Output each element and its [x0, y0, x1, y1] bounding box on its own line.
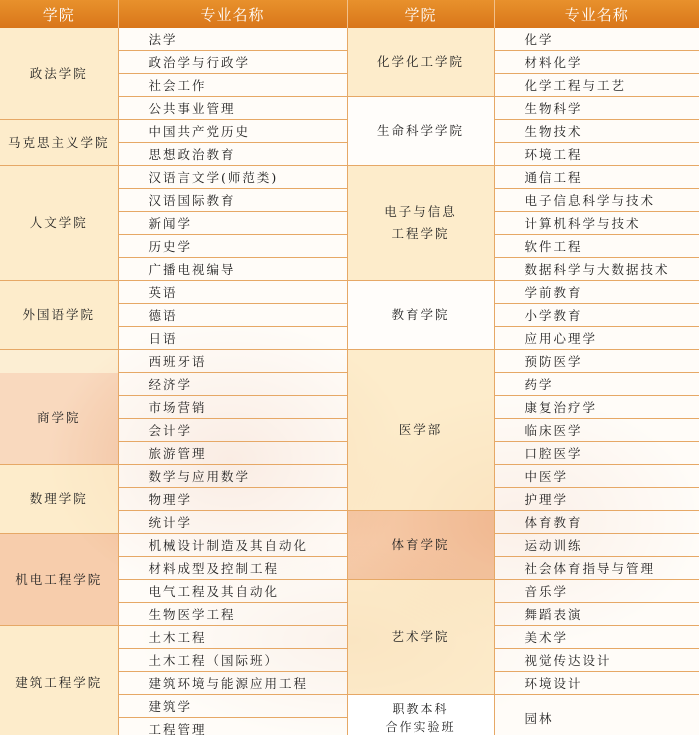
college-renwen: 人文学院 — [0, 166, 118, 281]
major-cell: 公共事业管理 — [118, 97, 347, 120]
major-cell: 通信工程 — [494, 166, 699, 189]
major-cell: 计算机科学与技术 — [494, 212, 699, 235]
major-cell: 口腔医学 — [494, 442, 699, 465]
college-zhengfa: 政法学院 — [0, 28, 118, 120]
major-cell: 土木工程（国际班） — [118, 649, 347, 672]
major-cell: 生物医学工程 — [118, 603, 347, 626]
major-cell: 思想政治教育 — [118, 143, 347, 166]
college-zhijiao-line2: 合作实验班 — [385, 719, 456, 734]
major-cell: 汉语国际教育 — [118, 189, 347, 212]
major-cell: 数据科学与大数据技术 — [494, 258, 699, 281]
major-cell: 土木工程 — [118, 626, 347, 649]
major-cell: 工程管理 — [118, 718, 347, 735]
major-cell: 中国共产党历史 — [118, 120, 347, 143]
major-cell: 临床医学 — [494, 419, 699, 442]
college-jidian: 机电工程学院 — [0, 534, 118, 626]
header-college-left: 学院 — [0, 0, 118, 28]
major-cell: 德语 — [118, 304, 347, 327]
major-cell: 汉语言文学(师范类) — [118, 166, 347, 189]
major-cell: 环境工程 — [494, 143, 699, 166]
table-row — [0, 350, 699, 373]
major-cell: 视觉传达设计 — [494, 649, 699, 672]
major-cell: 护理学 — [494, 488, 699, 511]
major-cell: 生物技术 — [494, 120, 699, 143]
table-row — [0, 281, 699, 304]
major-cell: 运动训练 — [494, 534, 699, 557]
college-dianzi-line2: 工程学院 — [391, 226, 450, 241]
major-cell: 社会工作 — [118, 74, 347, 97]
major-cell: 环境设计 — [494, 672, 699, 695]
college-waiguoyu: 外国语学院 — [0, 281, 118, 350]
college-yishu: 艺术学院 — [347, 580, 494, 695]
college-shang: 商学院 — [0, 373, 118, 465]
major-cell: 美术学 — [494, 626, 699, 649]
major-cell: 中医学 — [494, 465, 699, 488]
major-cell: 软件工程 — [494, 235, 699, 258]
major-cell: 新闻学 — [118, 212, 347, 235]
major-cell: 法学 — [118, 28, 347, 51]
major-cell: 小学教育 — [494, 304, 699, 327]
college-dianzi-line1: 电子与信息 — [384, 204, 457, 219]
major-cell: 社会体育指导与管理 — [494, 557, 699, 580]
major-cell: 统计学 — [118, 511, 347, 534]
major-cell: 音乐学 — [494, 580, 699, 603]
header-major-left: 专业名称 — [118, 0, 347, 28]
major-cell: 电子信息科学与技术 — [494, 189, 699, 212]
college-tiyu: 体育学院 — [347, 511, 494, 580]
major-cell: 生物科学 — [494, 97, 699, 120]
college-makesi: 马克思主义学院 — [0, 120, 118, 166]
major-cell: 园林 — [494, 695, 699, 735]
major-cell: 预防医学 — [494, 350, 699, 373]
college-zhijiao — [347, 695, 494, 735]
major-cell: 体育教育 — [494, 511, 699, 534]
major-cell: 学前教育 — [494, 281, 699, 304]
major-cell: 市场营销 — [118, 396, 347, 419]
table-row — [0, 166, 699, 189]
table-row — [0, 28, 699, 51]
major-cell: 化学工程与工艺 — [494, 74, 699, 97]
header-major-right: 专业名称 — [494, 0, 699, 28]
major-cell: 舞蹈表演 — [494, 603, 699, 626]
major-cell: 化学 — [494, 28, 699, 51]
college-huaxue: 化学化工学院 — [347, 28, 494, 97]
major-cell: 西班牙语 — [118, 350, 347, 373]
major-cell: 应用心理学 — [494, 327, 699, 350]
major-cell: 历史学 — [118, 235, 347, 258]
major-cell: 康复治疗学 — [494, 396, 699, 419]
major-cell: 物理学 — [118, 488, 347, 511]
college-yixue: 医学部 — [347, 350, 494, 511]
major-cell: 材料成型及控制工程 — [118, 557, 347, 580]
college-jiaoyu: 教育学院 — [347, 281, 494, 350]
major-cell: 日语 — [118, 327, 347, 350]
header-row — [0, 0, 699, 28]
major-cell: 建筑环境与能源应用工程 — [118, 672, 347, 695]
college-waiguoyu-cont — [0, 350, 118, 373]
college-shengming: 生命科学学院 — [347, 97, 494, 166]
major-cell: 数学与应用数学 — [118, 465, 347, 488]
major-cell: 经济学 — [118, 373, 347, 396]
major-cell: 政治学与行政学 — [118, 51, 347, 74]
college-jianzhu: 建筑工程学院 — [0, 626, 118, 735]
major-cell: 材料化学 — [494, 51, 699, 74]
major-cell: 机械设计制造及其自动化 — [118, 534, 347, 557]
major-cell: 药学 — [494, 373, 699, 396]
header-college-right: 学院 — [347, 0, 494, 28]
college-zhijiao-line1: 职教本科 — [392, 701, 449, 716]
major-cell: 会计学 — [118, 419, 347, 442]
major-cell: 英语 — [118, 281, 347, 304]
major-cell: 建筑学 — [118, 695, 347, 718]
major-cell: 电气工程及其自动化 — [118, 580, 347, 603]
major-cell: 广播电视编导 — [118, 258, 347, 281]
college-shuli: 数理学院 — [0, 465, 118, 534]
college-dianzi — [347, 166, 494, 281]
major-cell: 旅游管理 — [118, 442, 347, 465]
